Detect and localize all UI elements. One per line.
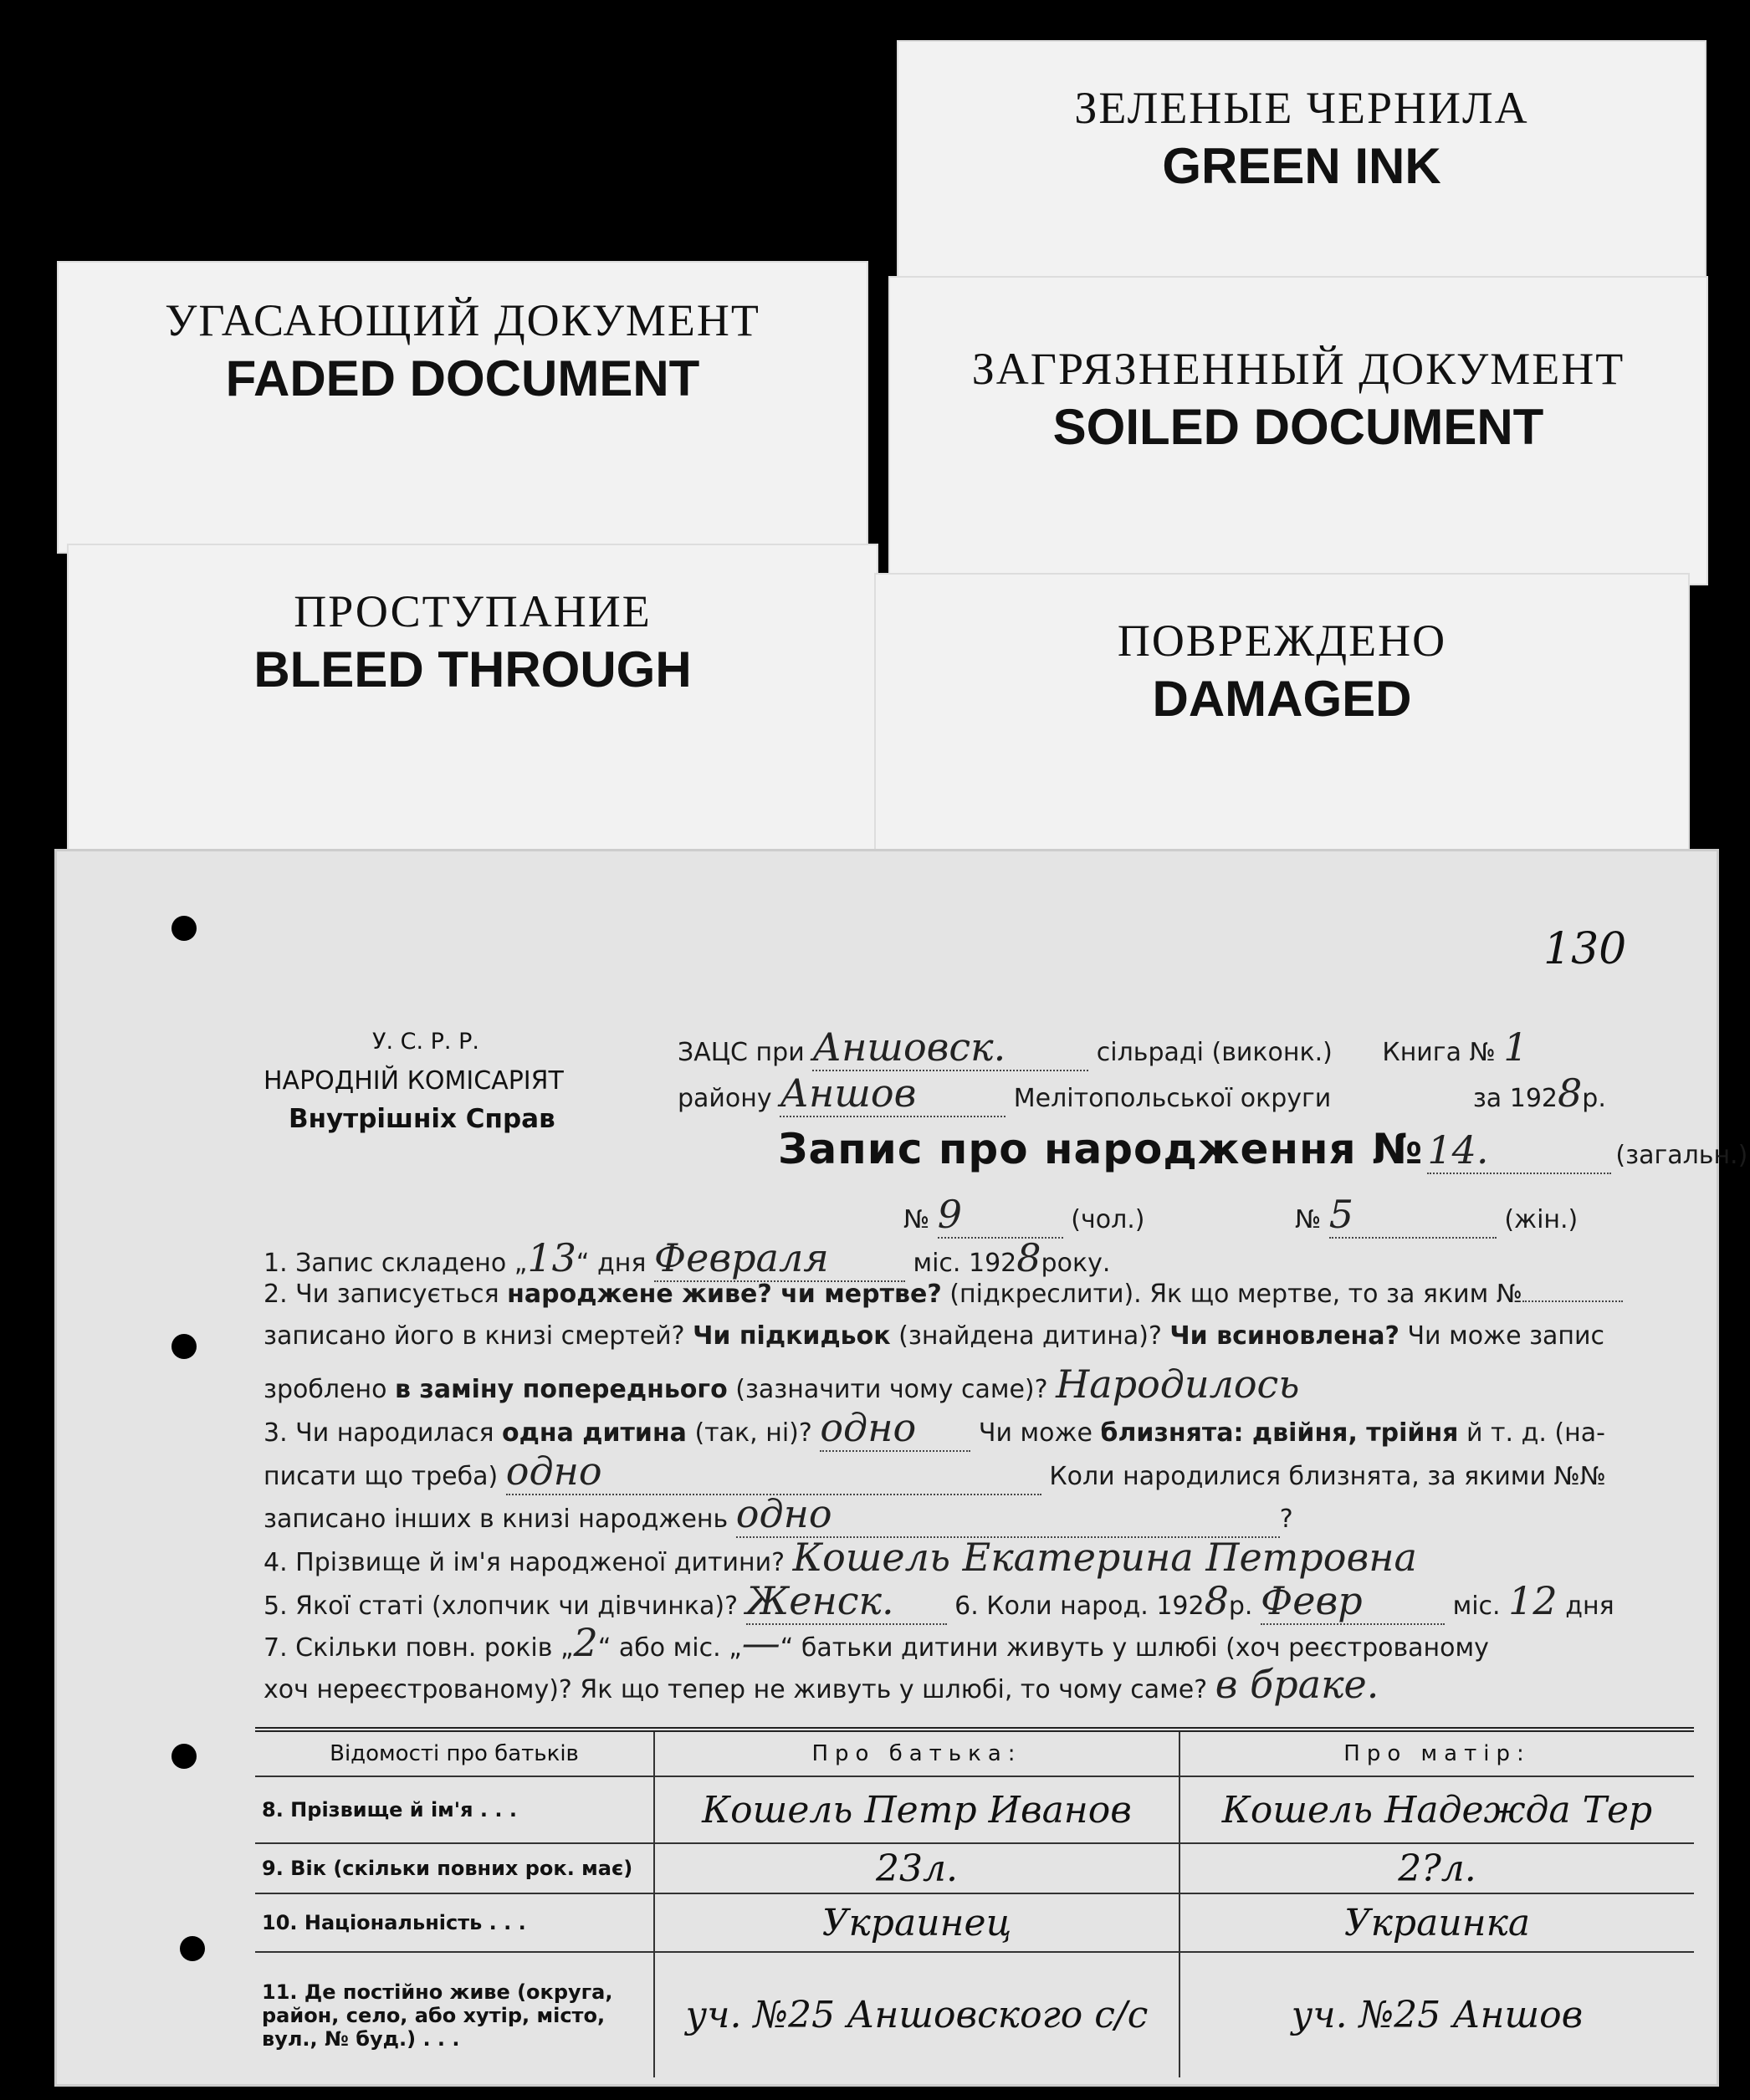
text: “ дня <box>576 1249 647 1278</box>
numbers-line <box>903 1192 1578 1239</box>
year-suffix: р. <box>1582 1084 1606 1113</box>
item-3-cont <box>264 1449 1606 1495</box>
text: зроблено <box>264 1375 395 1404</box>
text: в заміну попереднього <box>395 1375 728 1404</box>
male-number-handwritten: 9 <box>938 1192 1063 1239</box>
mother-cell: уч. №25 Аншов <box>1179 1952 1694 2077</box>
district-line <box>678 1070 1606 1117</box>
item-5-6 <box>264 1578 1614 1625</box>
header-commissariat: НАРОДНІЙ КОМІСАРІЯТ <box>264 1066 564 1096</box>
marriage-months-handwritten: — <box>741 1620 780 1665</box>
year-handwritten: 8 <box>1558 1070 1583 1116</box>
female-no-label: № <box>1295 1205 1322 1234</box>
female-number-handwritten: 5 <box>1329 1192 1497 1239</box>
punch-hole <box>171 916 197 941</box>
book-handwritten: 1 <box>1503 1024 1528 1070</box>
village-suffix: сільраді (виконк.) <box>1096 1038 1333 1067</box>
text: Чи підкидьок <box>693 1321 891 1351</box>
row-label: 8. Прізвище й ім'я . . . <box>255 1776 654 1843</box>
item-3-cont2 <box>264 1491 1293 1538</box>
item-7-cont <box>264 1662 1379 1707</box>
village-handwritten: Аншовск. <box>812 1024 1088 1071</box>
text: р. <box>1228 1592 1253 1621</box>
sex-handwritten: Женск. <box>746 1578 947 1625</box>
item-1 <box>264 1235 1110 1282</box>
label-soiled-document <box>888 276 1708 585</box>
text: “ або міс. „ <box>597 1633 742 1663</box>
item-2-cont2 <box>264 1362 1299 1407</box>
text: Чи може <box>978 1418 1101 1448</box>
label-green-ink <box>897 40 1707 308</box>
month-handwritten: Февраля <box>654 1235 905 1282</box>
page-number: 130 <box>1543 924 1627 974</box>
parents-table <box>255 1727 1694 2077</box>
table-header-row <box>255 1730 1694 1776</box>
label-en: BLEED THROUGH <box>253 641 692 697</box>
twins-handwritten: одно <box>506 1449 1041 1495</box>
text: писати що треба) <box>264 1462 499 1491</box>
text: 1. Запис складено „ <box>264 1249 528 1278</box>
table-row <box>255 1893 1694 1952</box>
father-cell: Украинец <box>654 1893 1179 1952</box>
father-cell: уч. №25 Аншовского с/с <box>654 1952 1179 2077</box>
header-ussr: У. С. Р. Р. <box>372 1029 479 1055</box>
mother-cell: 2?л. <box>1179 1843 1694 1893</box>
text: міс. <box>1452 1592 1501 1621</box>
text: 6. Коли народ. 192 <box>954 1592 1205 1621</box>
label-bleed-through <box>67 544 878 861</box>
item-4 <box>264 1535 1417 1580</box>
label-faded-document <box>57 261 868 554</box>
table-header: Відомості про батьків <box>255 1730 654 1776</box>
table-row <box>255 1776 1694 1843</box>
text: 4. Прізвище й ім'я народженої дитини? <box>264 1548 785 1577</box>
child-name-handwritten: Кошель Екатерина Петровна <box>792 1535 1417 1580</box>
text: записано його в книзі смертей? <box>264 1321 693 1351</box>
blank <box>1522 1300 1623 1302</box>
table-header: Про батька: <box>654 1730 1179 1776</box>
text: хоч нереєстрованому)? Як що тепер не живуть у шлюбі, то чому саме? <box>264 1675 1208 1704</box>
text: 3. Чи народилася <box>264 1418 503 1448</box>
row-label: 9. Вік (скільки повних рок. має) <box>255 1843 654 1893</box>
label-en: FADED DOCUMENT <box>225 350 700 406</box>
year-handwritten: 8 <box>1016 1235 1041 1280</box>
text: “ батьки дитини живуть у шлюбі (хоч реєстрованому <box>780 1633 1489 1663</box>
header-internal-affairs: Внутрішніх Справ <box>289 1104 555 1134</box>
text: записано інших в книзі народжень <box>264 1505 729 1534</box>
text: 5. Якої статі (хлопчик чи дівчинка)? <box>264 1592 739 1621</box>
text: Коли народилися близнята, за якими №№ <box>1049 1462 1606 1491</box>
birth-month-handwritten: Февр <box>1261 1578 1445 1625</box>
mother-cell: Украинка <box>1179 1893 1694 1952</box>
year-label: за 192 <box>1472 1084 1558 1113</box>
label-en: DAMAGED <box>1152 671 1412 727</box>
text: Чи всиновлена? <box>1169 1321 1399 1351</box>
text: (підкреслити). Як що мертве, то за яким № <box>941 1280 1522 1309</box>
item-2 <box>264 1280 1623 1309</box>
label-ru: ПРОСТУПАНИЕ <box>294 586 652 636</box>
general-label: (загальн.) <box>1615 1141 1748 1170</box>
single-child-handwritten: одно <box>820 1405 970 1452</box>
text: дня <box>1565 1592 1614 1621</box>
book-label: Книга № <box>1382 1038 1496 1067</box>
birth-record-form <box>54 849 1748 2087</box>
label-ru: ЗАГРЯЗНЕННЫЙ ДОКУМЕНТ <box>971 344 1625 394</box>
text: 2. Чи записується <box>264 1280 508 1309</box>
label-ru: УГАСАЮЩИЙ ДОКУМЕНТ <box>165 295 760 345</box>
text: міс. 192 <box>913 1249 1017 1278</box>
record-number-handwritten: 14. <box>1427 1127 1611 1174</box>
okruha-label: Мелітопольської округи <box>1013 1084 1332 1113</box>
label-en: GREEN INK <box>1162 138 1441 194</box>
label-ru: ПОВРЕЖДЕНО <box>1117 616 1447 666</box>
father-cell: 23л. <box>654 1843 1179 1893</box>
item-2-cont <box>264 1321 1604 1351</box>
row-label: 10. Національність . . . <box>255 1893 654 1952</box>
form-title: Запис про народження № <box>778 1125 1424 1173</box>
text: (так, ні)? <box>686 1418 812 1448</box>
text: року. <box>1041 1249 1111 1278</box>
text: ? <box>1279 1505 1293 1534</box>
district-label: району <box>678 1084 772 1113</box>
label-damaged <box>874 573 1690 891</box>
text: близнята: двійня, трійня <box>1100 1418 1459 1448</box>
punch-hole <box>171 1744 197 1769</box>
text: народжене живе? чи мертве? <box>507 1280 942 1309</box>
label-ru: ЗЕЛЕНЫЕ ЧЕРНИЛА <box>1074 83 1529 133</box>
table-row <box>255 1952 1694 2077</box>
text: одна дитина <box>502 1418 687 1448</box>
table-row <box>255 1843 1694 1893</box>
row-label: 11. Де постійно живе (округа, район, село, або хутір, місто, вул., № буд.) . . . <box>255 1952 654 2077</box>
title-line <box>778 1125 1747 1174</box>
text: (зазначити чому саме)? <box>727 1375 1048 1404</box>
day-handwritten: 13 <box>527 1235 576 1280</box>
text: й т. д. (на- <box>1458 1418 1605 1448</box>
father-cell: Кошель Петр Иванов <box>654 1776 1179 1843</box>
text: 7. Скільки повн. років „ <box>264 1633 574 1663</box>
marriage-status-handwritten: в браке. <box>1215 1662 1379 1707</box>
punch-hole <box>180 1936 205 1961</box>
item-7 <box>264 1620 1489 1665</box>
female-label: (жін.) <box>1504 1205 1579 1234</box>
birth-day-handwritten: 12 <box>1508 1578 1558 1623</box>
punch-hole <box>171 1334 197 1359</box>
item-3 <box>264 1405 1605 1452</box>
other-records-handwritten: одно <box>736 1491 1280 1538</box>
zacs-line <box>678 1024 1528 1071</box>
text: (знайдена дитина)? <box>890 1321 1170 1351</box>
birth-year-handwritten: 8 <box>1204 1578 1229 1623</box>
male-no-label: № <box>903 1205 930 1234</box>
text: Чи може запис <box>1399 1321 1605 1351</box>
table-header: Про матір: <box>1179 1730 1694 1776</box>
mother-cell: Кошель Надежда Тер <box>1179 1776 1694 1843</box>
replacement-handwritten: Народилось <box>1056 1362 1300 1407</box>
zacs-label: ЗАЦС при <box>678 1038 805 1067</box>
male-label: (чол.) <box>1071 1205 1145 1234</box>
district-handwritten: Аншов <box>780 1070 1005 1117</box>
marriage-years-handwritten: 2 <box>573 1620 598 1665</box>
label-en: SOILED DOCUMENT <box>1052 399 1544 455</box>
